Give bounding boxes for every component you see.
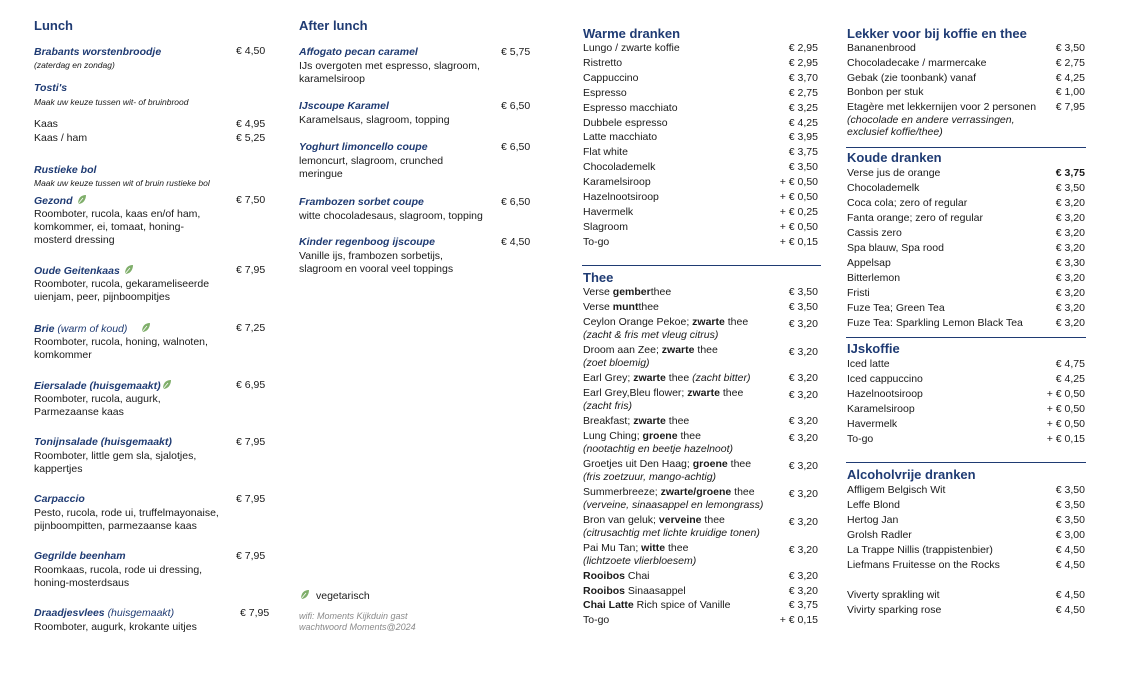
item-price: € 6,50 [501,196,531,208]
menu-item-price: € 3,50 [1055,181,1085,194]
menu-item-label: Slagroom [583,220,628,233]
menu-item-price: € 3,20 [1055,226,1085,239]
item-name: IJscoupe Karamel [299,100,389,112]
menu-item-price: € 3,30 [1055,256,1085,269]
menu-item-price: € 4,25 [1055,71,1085,84]
item-name: Tosti's [34,82,68,94]
tea-item-label: Summerbreeze; zwarte/groene thee [583,485,755,498]
item-price: € 7,50 [236,194,266,206]
item-desc: Roomkaas, rucola, rode ui dressing, honing-mosterdsaus [34,564,203,589]
menu-item-price: € 3,50 [1055,42,1085,54]
menu-item-label: Fuze Tea; Green Tea [847,301,945,314]
item-name: Affogato pecan caramel [299,46,418,58]
menu-item-price: € 4,25 [1055,372,1085,385]
menu-item-price: € 2,75 [1055,56,1085,69]
menu-item-label: Chocolademelk [847,181,920,194]
tea-item-note: (zacht & fris met vleug citrus) [583,328,719,341]
menu-item-label: Flat white [583,146,628,159]
tea-item-label: Rooibos Sinaasappel [583,584,686,597]
item-desc: Vanille ijs, frambozen sorbetijs, slagroom en vooral veel toppings [299,250,454,275]
item-name: Yoghurt limoncello coupe [299,141,428,153]
tea-item-note: (nootachtig en beetje hazelnoot) [583,442,734,455]
item-header [34,194,87,207]
option-label: Kaas [34,118,58,130]
leaf-icon [162,379,172,390]
item-name: Frambozen sorbet coupe [299,196,424,208]
vegetarian-legend [300,589,370,602]
item-desc: Karamelsaus, slagroom, topping [299,114,450,126]
tea-item-label: Verse muntthee [583,300,659,313]
menu-item-label: Hazelnootsiroop [583,191,659,203]
divider [582,265,821,266]
menu-item-label: Vivirty sparking rose [847,604,942,616]
item-price: € 4,50 [501,236,531,248]
tea-item-price: + € 0,15 [779,614,818,627]
tea-item-price: € 3,20 [788,414,818,427]
tea-item-label: Bron van geluk; verveine thee [583,513,725,526]
menu-item-price: + € 0,25 [779,205,818,218]
tea-item-label: To-go [583,614,610,627]
menu-item-price: € 2,95 [788,56,818,69]
lekker-note: (chocolade en andere verrassingen, exclusief koffie/thee) [847,114,1015,138]
menu-item-label: Havermelk [583,205,634,218]
menu-item-price: + € 0,50 [1046,387,1085,400]
menu-item-price: € 3,20 [1055,301,1085,314]
tea-item-label: Chai Latte Rich spice of Vanille [583,599,731,612]
menu-item-price: € 4,50 [1055,544,1085,556]
item-price: € 7,25 [236,322,266,334]
tea-item-label: Rooibos Chai [583,569,650,582]
tea-item-label: Lung Ching; groene thee [583,429,701,442]
item-name-extra: (huisgemaakt) [107,607,175,619]
menu-item-price: + € 0,50 [1046,402,1085,415]
item-desc: Roomboter, rucola, gekarameliseerde uienjam, peer, pijnboompitjes [34,278,210,303]
menu-item-label: Karamelsiroop [847,402,915,415]
item-desc: Roomboter, rucola, kaas en/of ham, komkommer, ei, tomaat, honing- mosterd dressing [34,208,201,246]
menu-item-label: Karamelsiroop [583,176,651,189]
menu-item-price: € 3,25 [788,101,818,114]
menu-item-label: To-go [847,432,874,445]
item-desc: Pesto, rucola, rode ui, truffelmayonaise, pijnboompitten, parmezaanse kaas [34,507,219,532]
lekker-title: Lekker voor bij koffie en thee [847,26,1027,41]
item-name-extra: (warm of koud) [57,323,128,335]
tea-item-price: € 3,20 [788,584,818,597]
menu-item-price: € 3,20 [1055,286,1085,299]
menu-item-label: Ristretto [583,56,623,69]
menu-item-price: € 2,75 [788,86,818,99]
tea-item-label: Verse gemberthee [583,286,672,298]
menu-item-label: La Trappe Nillis (trappistenbier) [847,544,993,556]
menu-item-label: Gebak (zie toonbank) vanaf [847,71,976,84]
menu-item-label: Latte macchiato [583,131,658,144]
menu-item-price: € 3,20 [1055,241,1085,254]
item-price: € 5,75 [501,46,531,58]
item-name: Rustieke bol [34,164,97,176]
koude-title: Koude dranken [847,150,942,165]
thee-title: Thee [583,270,614,285]
menu-item-price: € 3,70 [788,71,818,84]
menu-item-price: € 3,75 [788,146,818,159]
menu-item-price: + € 0,50 [779,176,818,189]
tea-item-price: € 3,20 [788,345,818,358]
divider [846,147,1086,148]
menu-item-label: Fanta orange; zero of regular [847,211,983,224]
menu-item-label: Etagère met lekkernijen voor 2 personen [847,101,1037,114]
tea-item-price: € 3,50 [788,300,818,313]
tea-item-price: € 3,75 [788,599,818,612]
menu-item-label: Affligem Belgisch Wit [847,484,946,496]
lunch-title: Lunch [34,18,73,33]
menu-item-price: € 3,50 [1055,499,1085,511]
tea-item-label: Earl Grey,Bleu flower; zwarte thee [583,386,744,399]
wifi-info: wifi: Moments Kijkduin gast wachtwoord Moments@2024 [299,611,416,632]
item-desc: Roomboter, rucola, honing, walnoten, komkommer [34,336,208,361]
menu-item-label: Leffe Blond [847,499,900,511]
menu-item-label: Lungo / zwarte koffie [583,42,680,54]
menu-item-price: € 4,50 [1055,589,1085,601]
tea-item-price: € 3,20 [788,543,818,556]
item-sub: Maak uw keuze tussen wit of bruin rustieke bol [34,178,210,188]
menu-item-label: Espresso [583,86,627,99]
item-price: € 7,95 [236,436,266,448]
tea-item-price: € 3,20 [788,487,818,500]
item-header [34,322,151,335]
menu-item-label: Iced cappuccino [847,372,923,385]
item-name: Carpaccio [34,493,85,505]
option-price: € 5,25 [236,132,266,144]
tea-item-note: (citrusachtig met lichte kruidige tonen) [583,526,760,539]
menu-item-price: € 2,95 [788,42,818,54]
item-name: Tonijnsalade (huisgemaakt) [34,436,172,448]
tea-item-price: € 3,20 [788,317,818,330]
menu-item-label: Hertog Jan [847,514,899,526]
item-desc: Roomboter, augurk, krokante uitjes [34,621,197,633]
menu-item-label: Dubbele espresso [583,116,668,129]
tea-item-price: € 3,50 [788,286,818,298]
menu-item-label: Espresso macchiato [583,101,678,114]
item-price: € 7,95 [236,264,266,276]
divider [846,337,1086,338]
item-name: Oude Geitenkaas [34,265,120,277]
tea-item-price: € 3,20 [788,515,818,528]
leaf-icon [77,194,87,205]
menu-item-price: € 3,75 [1055,167,1085,179]
menu-item-price: € 3,20 [1055,271,1085,284]
alcoholvrij-title: Alcoholvrije dranken [847,467,976,482]
menu-item-label: Bananenbrood [847,42,916,54]
item-desc: witte chocoladesaus, slagroom, topping [299,210,483,222]
warme-title: Warme dranken [583,26,681,41]
menu-item-price: + € 0,50 [779,220,818,233]
menu-item-price: € 3,20 [1055,316,1085,329]
option-price: € 4,95 [236,118,266,130]
menu-item-price: + € 0,15 [1046,432,1085,445]
menu-item-label: Liefmans Fruitesse on the Rocks [847,559,1000,571]
tea-item-label: Ceylon Orange Pekoe; zwarte thee [583,315,749,328]
item-name: Brie [34,323,55,335]
item-price: € 6,95 [236,379,266,391]
item-price: € 7,95 [240,607,270,619]
menu-item-label: Grolsh Radler [847,529,912,541]
item-sub: Maak uw keuze tussen wit- of bruinbrood [34,97,189,107]
leaf-icon [141,322,151,333]
menu-item-price: € 4,50 [1055,604,1085,616]
menu-item-label: Havermelk [847,417,898,430]
tea-item-price: € 3,20 [788,459,818,472]
menu-item-price: € 4,50 [1055,559,1085,571]
item-header [34,379,172,392]
item-name: Draadjesvlees [34,607,105,619]
tea-item-label: Breakfast; zwarte thee [583,414,690,427]
menu-item-price: € 3,20 [1055,196,1085,209]
tea-item-label: Groetjes uit Den Haag; groene thee [583,457,752,470]
item-header [34,607,174,619]
menu-item-label: Fristi [847,286,870,299]
item-header [34,264,134,277]
menu-item-label: Spa blauw, Spa rood [847,241,944,254]
tea-item-note: (zacht fris) [583,399,633,412]
item-desc: Roomboter, rucola, augurk, Parmezaanse kaas [34,393,161,418]
item-desc: Roomboter, little gem sla, sjalotjes, kappertjes [34,450,197,475]
menu-item-price: € 3,95 [788,131,818,144]
item-sub: (zaterdag en zondag) [34,60,115,70]
menu-item-label: Appelsap [847,256,891,269]
menu-item-price: + € 0,50 [1046,417,1085,430]
menu-item-label: Hazelnootsiroop [847,387,923,400]
menu-item-label: To-go [583,235,610,248]
menu-item-price: € 7,95 [1055,101,1085,114]
tea-item-label: Droom aan Zee; zwarte thee [583,343,718,356]
leaf-icon [300,589,310,600]
tea-item-label: Earl Grey; zwarte thee (zacht bitter) [583,371,751,384]
menu-item-label: Iced latte [847,358,890,370]
item-name: Gegrilde beenham [34,550,126,562]
menu-item-price: € 4,75 [1055,358,1085,370]
menu-item-price: € 4,25 [788,116,818,129]
tea-item-price: € 3,20 [788,569,818,582]
divider [846,462,1086,463]
tea-item-note: (verveine, sinaasappel en lemongrass) [583,498,764,511]
after-lunch-title: After lunch [299,18,368,33]
menu-item-label: Cassis zero [847,226,902,239]
item-desc: IJs overgoten met espresso, slagroom, karamelsiroop [299,60,480,85]
menu-item-price: € 3,00 [1055,529,1085,541]
menu-item-price: + € 0,15 [779,235,818,248]
item-name: Gezond [34,195,73,207]
item-price: € 6,50 [501,100,531,112]
tea-item-note: (lichtzoete vlierbloesem) [583,554,697,567]
item-price: € 7,95 [236,550,266,562]
option-label: Kaas / ham [34,132,88,144]
tea-item-price: € 3,20 [788,371,818,384]
menu-item-price: + € 0,50 [779,191,818,203]
menu-item-label: Cappuccino [583,71,639,84]
ijskoffie-title: IJskoffie [847,341,900,356]
leaf-icon [124,264,134,275]
item-name: Brabants worstenbroodje [34,46,162,58]
menu-item-label: Chocolademelk [583,161,656,174]
tea-item-note: (zoet bloemig) [583,356,650,369]
menu-item-price: € 3,50 [1055,514,1085,526]
tea-item-label: Pai Mu Tan; witte thee [583,541,689,554]
menu-item-label: Bitterlemon [847,271,901,284]
menu-item-label: Fuze Tea: Sparkling Lemon Black Tea [847,316,1023,329]
menu-item-label: Bonbon per stuk [847,86,924,99]
menu-item-label: Chocoladecake / marmercake [847,56,987,69]
menu-item-price: € 3,20 [1055,211,1085,224]
item-name: Eiersalade (huisgemaakt) [34,380,161,392]
tea-item-price: € 3,20 [788,388,818,401]
item-name: Kinder regenboog ijscoupe [299,236,435,248]
menu-item-label: Viverty sprakling wit [847,589,940,601]
item-desc: lemoncurt, slagroom, crunched meringue [299,155,444,180]
menu-item-price: € 3,50 [1055,484,1085,496]
menu-item-label: Coca cola; zero of regular [847,196,968,209]
legend-label: vegetarisch [316,590,370,602]
item-price: € 6,50 [501,141,531,153]
menu-item-price: € 1,00 [1055,86,1085,99]
menu-item-label: Verse jus de orange [847,167,941,179]
tea-item-note: (fris zoetzuur, mango-achtig) [583,470,717,483]
tea-item-price: € 3,20 [788,431,818,444]
item-price: € 4,50 [236,45,266,57]
menu-item-price: € 3,50 [788,161,818,174]
item-price: € 7,95 [236,493,266,505]
